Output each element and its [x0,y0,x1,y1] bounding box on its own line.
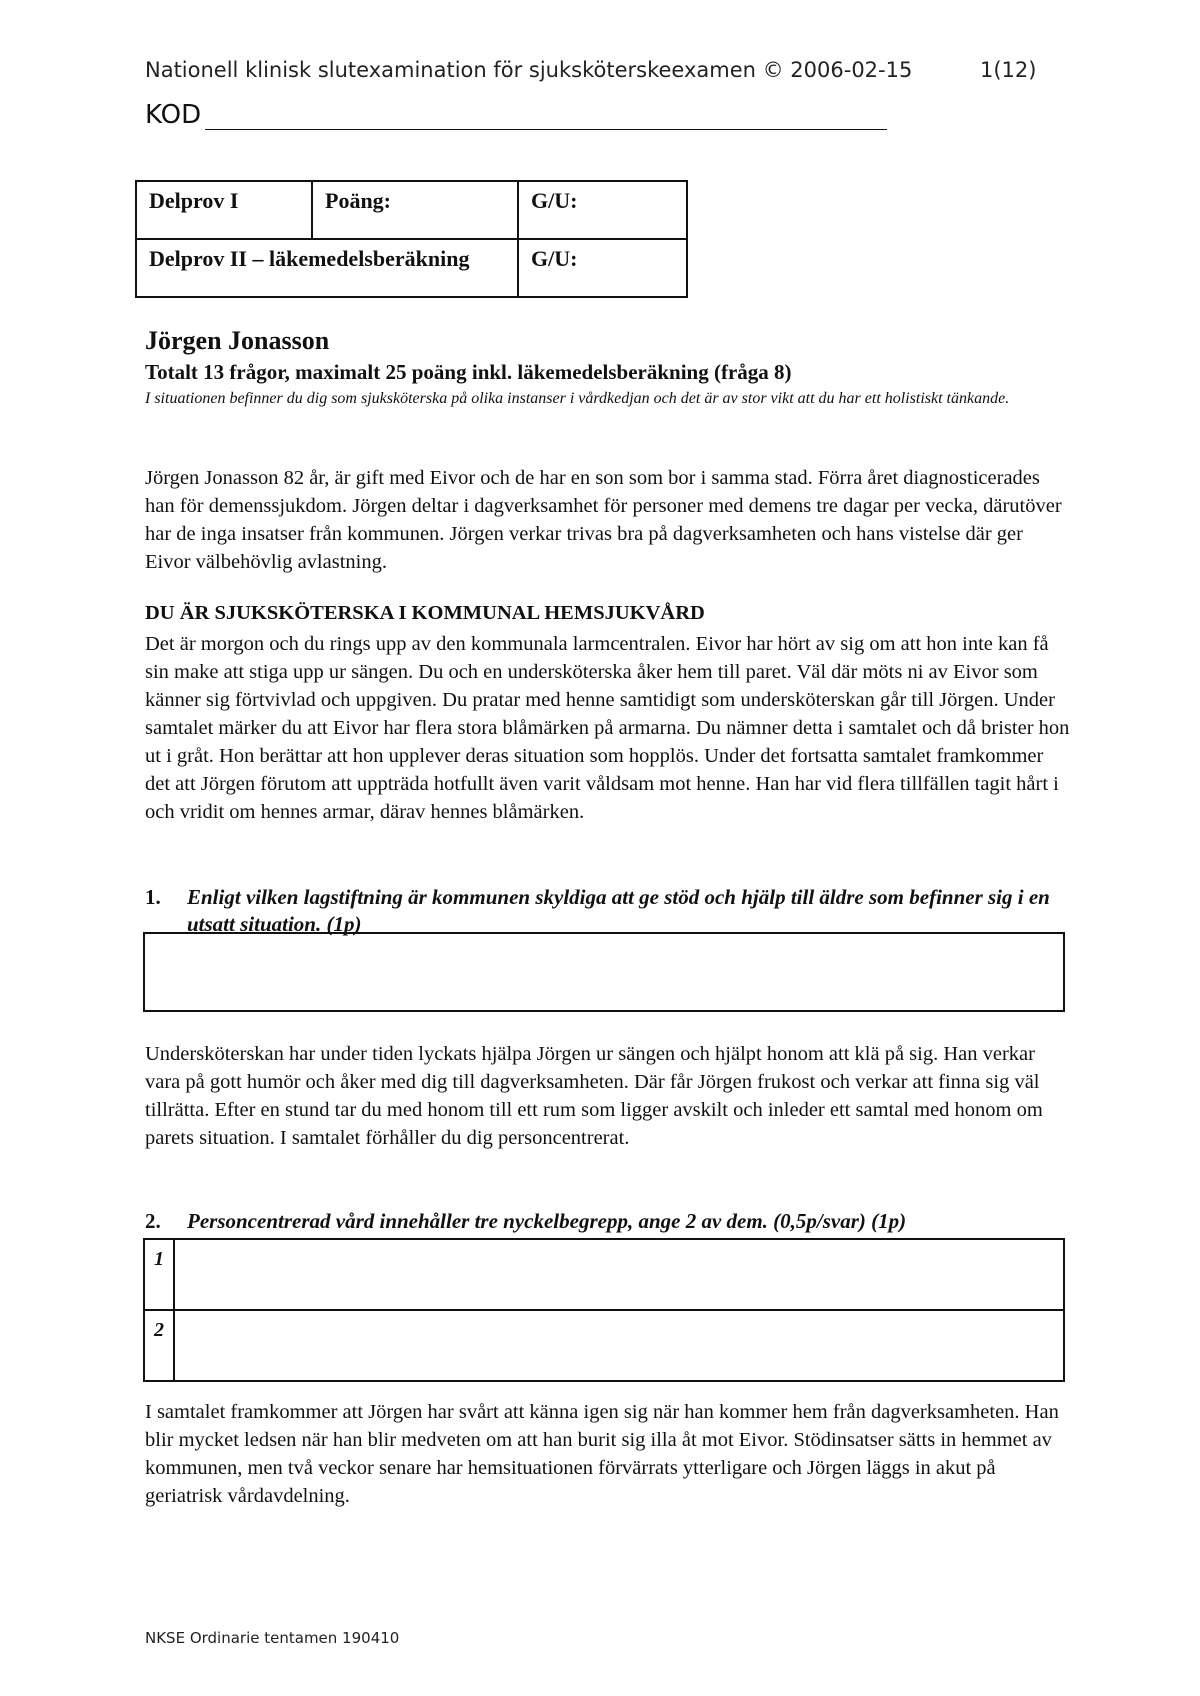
kod-label: KOD [145,100,202,130]
gu-field-2[interactable]: G/U: [518,239,687,297]
question-1 [145,884,1075,938]
grade-table [135,180,688,298]
answer-field-2-2[interactable] [174,1310,1064,1381]
question-1-number: 1. [145,885,161,909]
case-summary: Totalt 13 frågor, maximalt 25 poäng inkl. läkemedelsberäkning (fråga 8) [145,360,792,384]
delprov-2-label: Delprov II – läkemedelsberäkning [136,239,518,297]
question-2-text: Personcentrerad vård innehåller tre nyckelbegrepp, ange 2 av dem. (0,5p/svar) (1p) [187,1209,907,1233]
case-intro: I situationen befinner du dig som sjuksköterska på olika instanser i vårdkedjan och det är av stor vikt att du har ett holistiskt tänkande. [145,390,1010,407]
section-heading: DU ÄR SJUKSKÖTERSKA I KOMMUNAL HEMSJUKVÅRD [145,602,705,624]
footer-text: NKSE Ordinarie tentamen 190410 [145,1629,400,1647]
answer-row-number: 1 [144,1239,174,1310]
paragraph-2: Undersköterskan har under tiden lyckats hjälpa Jörgen ur sängen och hjälpt honom att klä på sig. Han verkar vara på gott humör och åker med dig till dagverksamheten. Där får Jörgen frukost och verkar att finna sig väl tillrätta. Efter en stund tar du med honom till ett rum som ligger avskilt och inleder ett samtal med honom om parets situation. I samtalet förhåller du dig personcentrerat. [145,1043,1043,1149]
question-1-text: Enligt vilken lagstiftning är kommunen skyldiga att ge stöd och hjälp till äldre som befinner sig i en utsatt situation. (1p) [187,885,1050,936]
paragraph-3: I samtalet framkommer att Jörgen har svårt att känna igen sig när han kommer hem från dagverksamheten. Han blir mycket ledsen när han blir medveten om att han burit sig illa åt mot Eivor. Stödinsatser sätts in hemmet av kommunen, men två veckor senare har hemsituationen förvärrats ytterligare och Jörgen läggs in akut på geriatrisk vårdavdelning. [145,1401,1059,1507]
question-2-number: 2. [145,1209,161,1233]
case-background: Jörgen Jonasson 82 år, är gift med Eivor och de har en son som bor i samma stad. Förra året diagnosticerades han för demenssjukdom. Jörgen deltar i dagverksamhet för personer med demens tre dagar per vecka, därutöver har de inga insatser från kommunen. Jörgen verkar trivas bra på dagverksamheten och hans vistelse där ger Eivor välbehövlig avlastning. [145,467,1062,573]
delprov-1-label: Delprov I [136,181,312,239]
question-2 [145,1208,1075,1235]
header-title: Nationell klinisk slutexamination för sjuksköterskeexamen © 2006-02-15 [145,58,913,82]
answer-table-2 [143,1238,1065,1382]
answer-row-number: 2 [144,1310,174,1381]
answer-field-2-1[interactable] [174,1239,1064,1310]
page-number: 1(12) [980,58,1037,82]
gu-field-1[interactable]: G/U: [518,181,687,239]
kod-input-line[interactable] [205,129,887,130]
answer-box-1[interactable] [143,932,1065,1012]
poang-field[interactable]: Poäng: [312,181,518,239]
case-title: Jörgen Jonasson [145,326,330,355]
section-text: Det är morgon och du rings upp av den kommunala larmcentralen. Eivor har hört av sig om att hon inte kan få sin make att stiga upp ur sängen. Du och en undersköterska åker hem till paret. Väl där möts ni av Eivor som känner sig förtvivlad och uppgiven. Du pratar med henne samtidigt som undersköterskan går till Jörgen. Under samtalet märker du att Eivor har flera stora blåmärken på armarna. Du nämner detta i samtalet och då brister hon ut i gråt. Hon berättar att hon upplever deras situation som hopplös. Under det fortsatta samtalet framkommer det att Jörgen förutom att uppträda hotfullt även varit våldsam mot henne. Han har vid flera tillfällen tagit hårt i och vridit om hennes armar, därav hennes blåmärken. [145,633,1070,823]
